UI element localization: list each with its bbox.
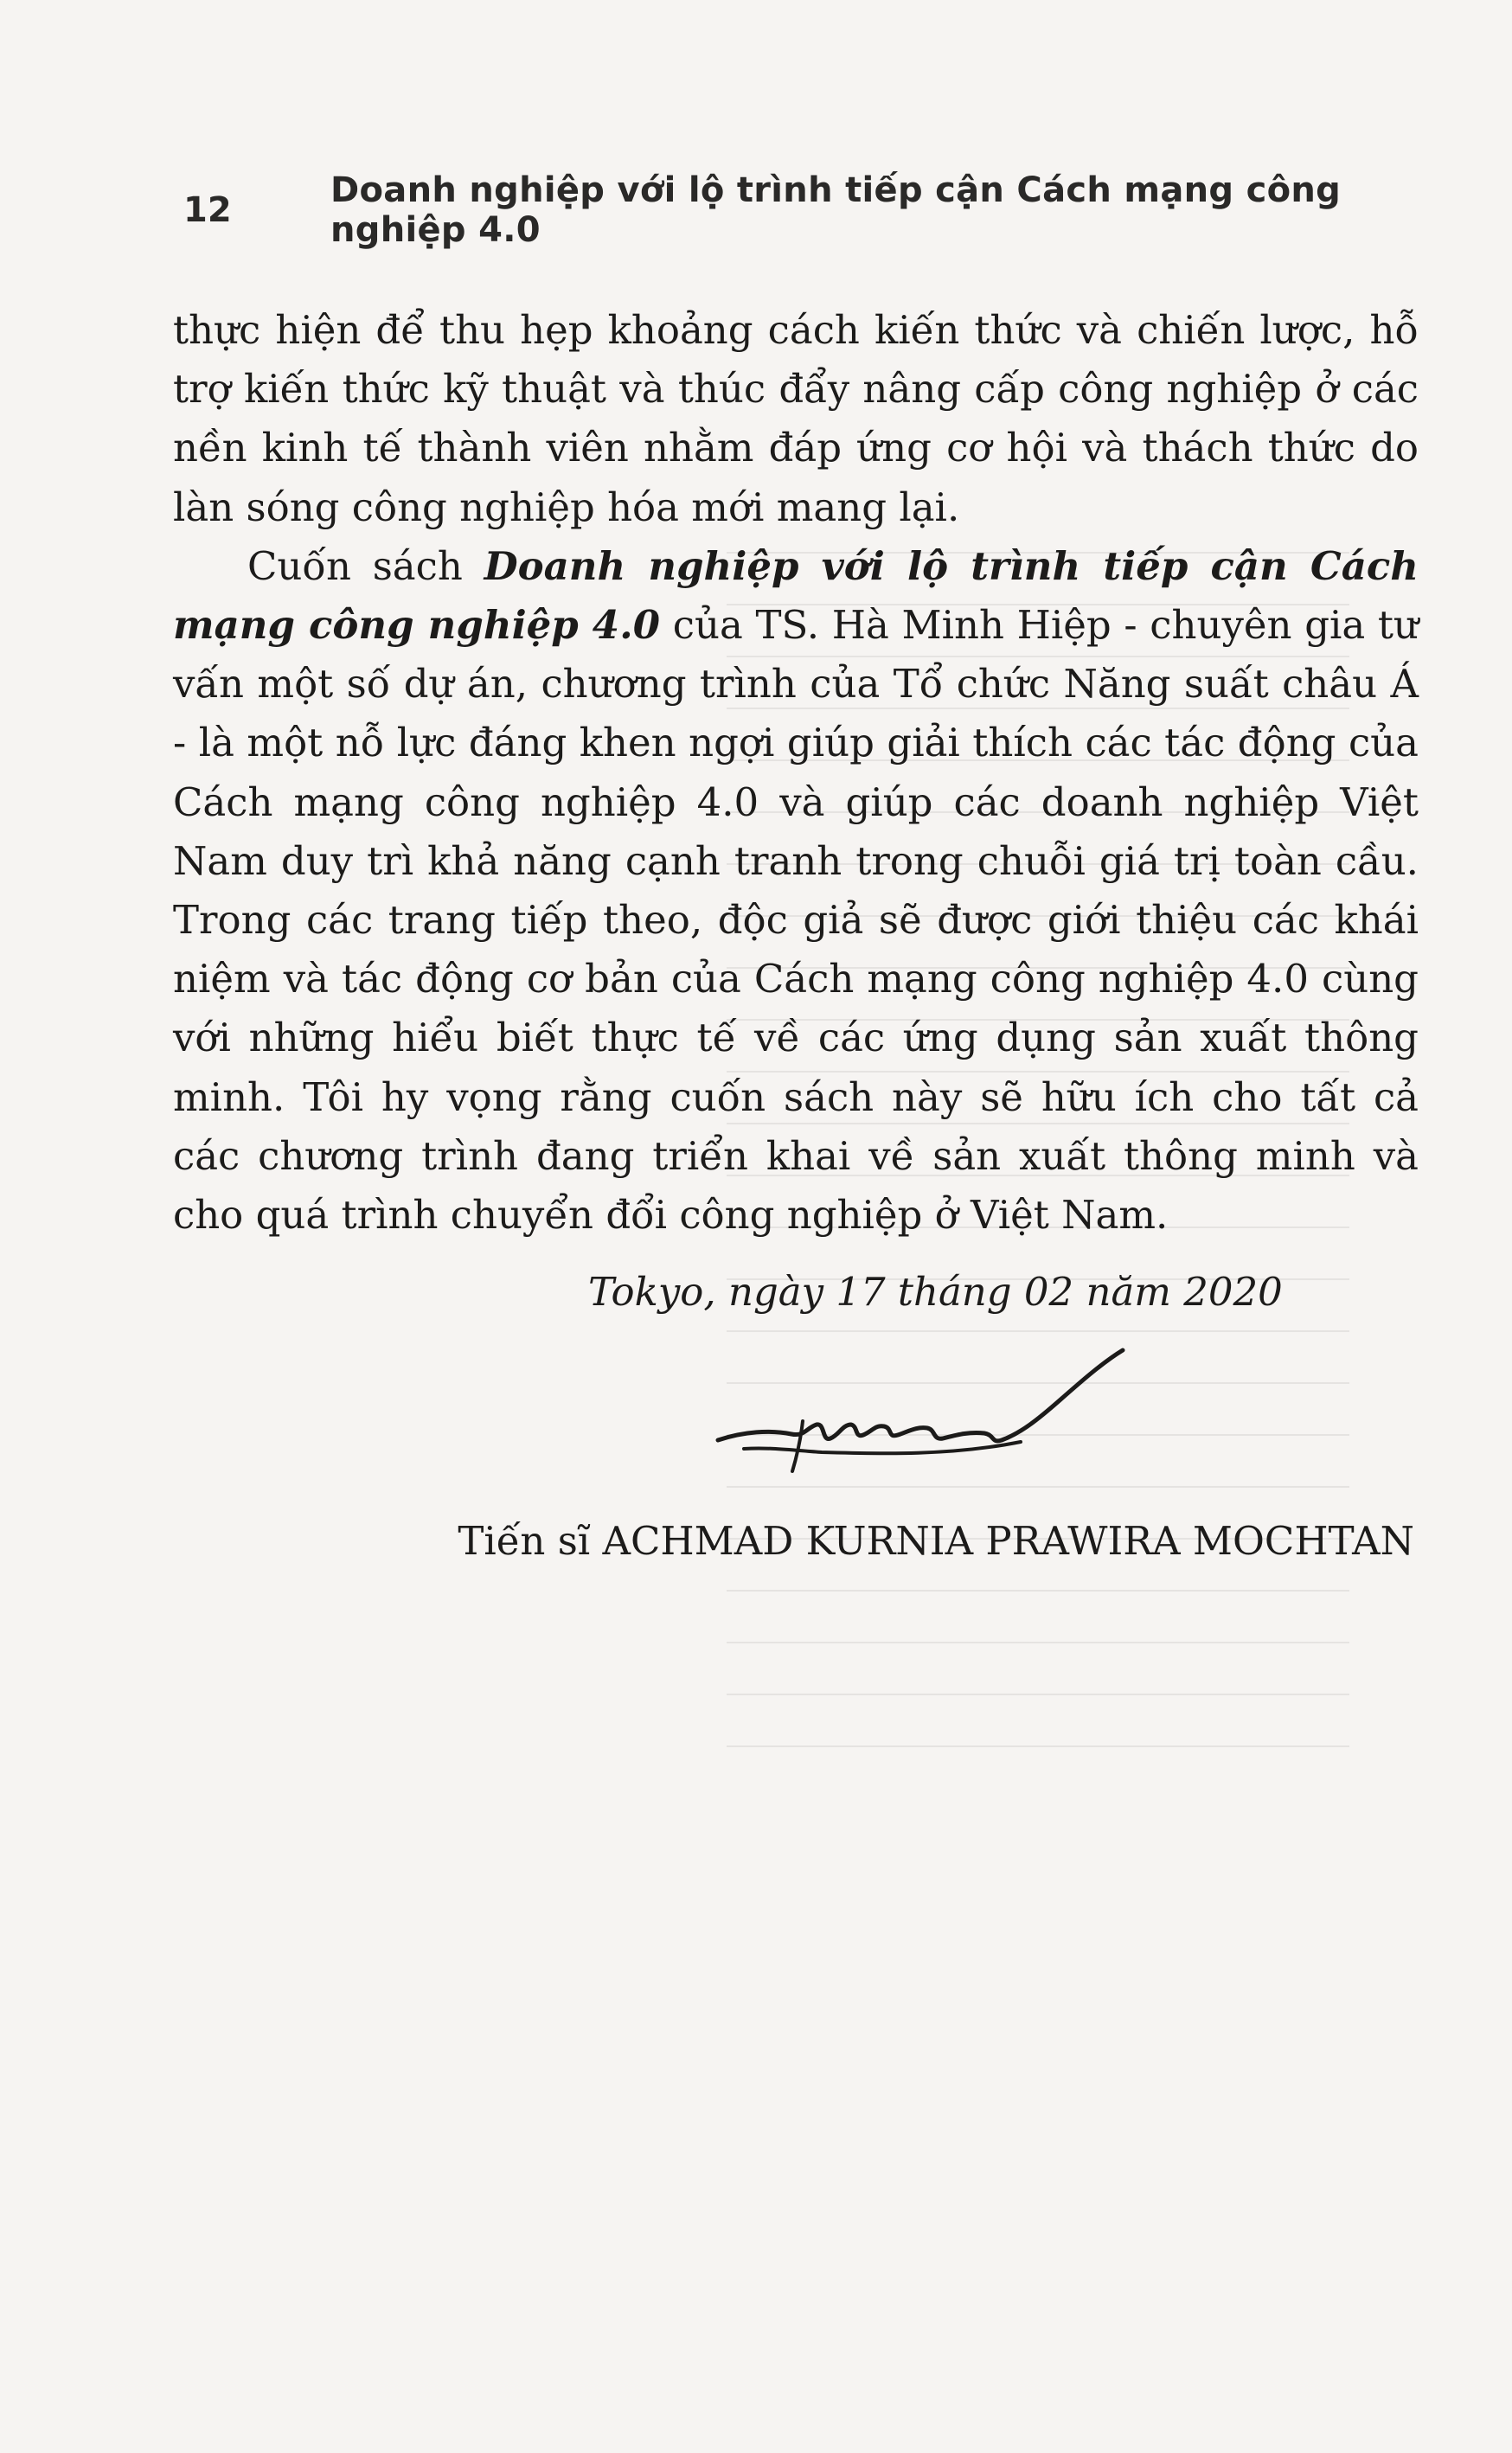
paragraph-2-rest: của TS. Hà Minh Hiệp - chuyên gia tư vấn một số dự án, chương trình của Tổ chức Năng suất châu Á - là một nỗ lực đáng khen ngợi giúp giải thích các tác động của Cách mạng công nghiệp 4.0 và giúp các doanh nghiệp Việt Nam duy trì khả năng cạnh tranh trong chuỗi giá trị toàn cầu. Trong các trang tiếp theo, độc giả sẽ được giới thiệu các khái niệm và tác động cơ bản của Cách mạng công nghiệp 4.0 cùng với những hiểu biết thực tế về các ứng dụng sản xuất thông minh. Tôi hy vọng rằng cuốn sách này sẽ hữu ích cho tất cả các chương trình đang triển khai về sản xuất thông minh và cho quá trình chuyển đổi công nghiệp ở Việt Nam.	[173, 602, 1419, 1239]
paragraph-2	[173, 537, 1419, 1245]
paragraph-2-lead: Cuốn sách	[247, 542, 484, 589]
running-title: Doanh nghiệp với lộ trình tiếp cận Cách mạng công nghiệp 4.0	[330, 170, 1342, 250]
body-text	[173, 301, 1419, 1245]
place-date: Tokyo, ngày 17 tháng 02 năm 2020	[588, 1269, 1283, 1315]
signer-name: Tiến sĩ ACHMAD KURNIA PRAWIRA MOCHTAN	[458, 1518, 1414, 1564]
paragraph-1: thực hiện để thu hẹp khoảng cách kiến thức và chiến lược, hỗ trợ kiến thức kỹ thuật và thúc đẩy nâng cấp công nghiệp ở các nền kinh tế thành viên nhằm đáp ứng cơ hội và thách thức do làn sóng công nghiệp hóa mới mang lại.	[173, 307, 1419, 530]
signature-icon	[709, 1345, 1159, 1492]
book-title: Doanh nghiệp với lộ trình tiếp cận Cách mạng công nghiệp 4.0	[173, 542, 1419, 649]
page-number: 12	[183, 190, 232, 230]
running-header	[183, 170, 1412, 250]
